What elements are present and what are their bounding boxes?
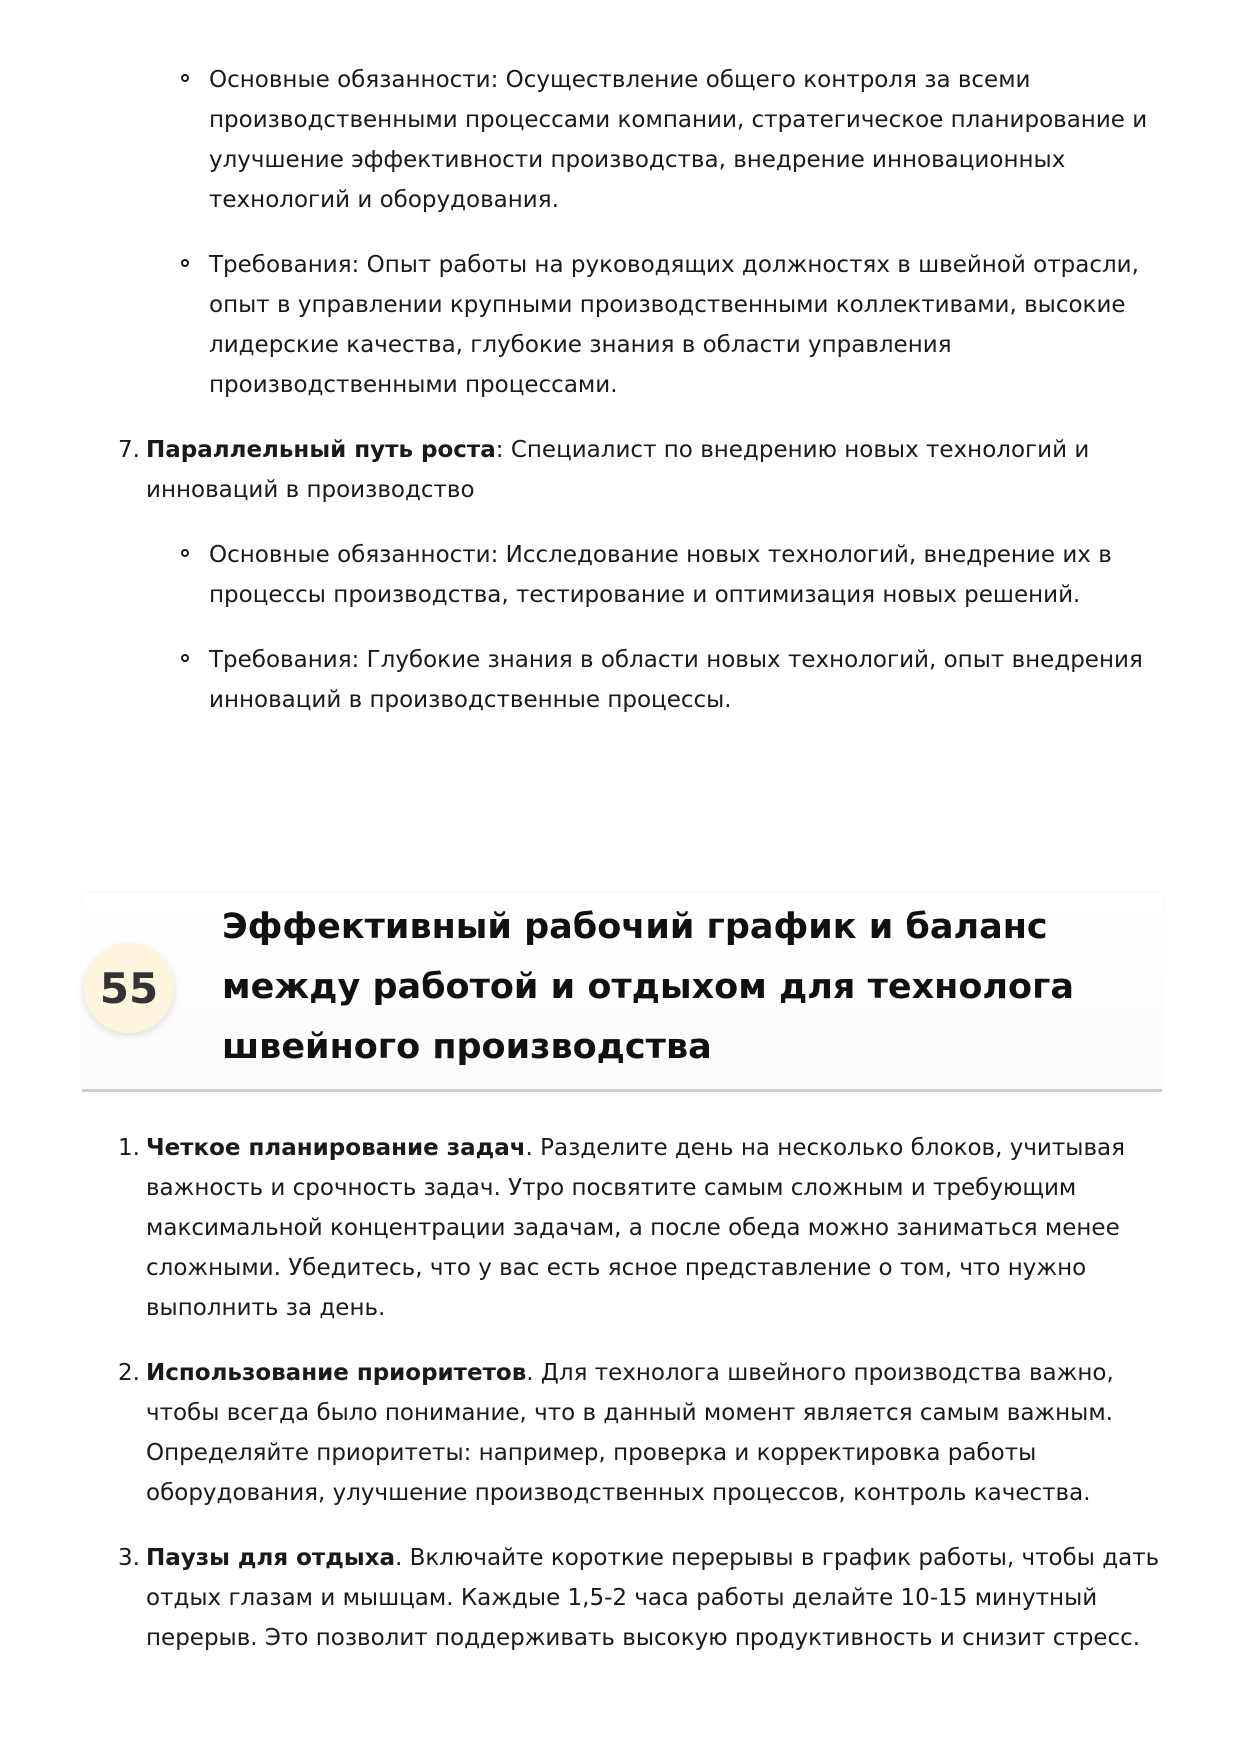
sub-item-text: Требования: Опыт работы на руководящих должностях в швейной отрасли, опыт в управлении крупными производственными коллективами, высокие лидерские качества, глубокие знания в области управления производственными процессами.	[209, 252, 1139, 398]
item-text: : Специалист по внедрению новых технологий и инноваций в производство	[146, 437, 1090, 503]
item-number: 3.	[118, 1545, 140, 1571]
sub-item-text: Основные обязанности: Исследование новых технологий, внедрение их в процессы производства, тестирование и оптимизация новых решений.	[209, 542, 1112, 608]
sub-item-text: Требования: Глубокие знания в области новых технологий, опыт внедрения инноваций в производственные процессы.	[209, 647, 1143, 713]
sub-list-item	[209, 535, 1169, 615]
section-title: Эффективный рабочий график и баланс между работой и отдыхом для технолога швейного производства	[222, 907, 1074, 1067]
item-bold-title: Параллельный путь роста	[146, 437, 496, 463]
item-bold-title: Использование приоритетов	[146, 1360, 527, 1386]
sub-list-item-6	[209, 60, 1169, 430]
sub-list-item	[209, 245, 1169, 405]
item-bold-title: Паузы для отдыха	[146, 1545, 395, 1571]
numbered-item-3	[118, 1538, 1166, 1658]
numbered-item-7	[118, 430, 1166, 510]
item-number: 2.	[118, 1360, 140, 1386]
circle-bullet-icon	[181, 654, 189, 662]
numbered-item-1	[118, 1128, 1166, 1328]
item-number: 7.	[118, 437, 140, 463]
item-text: . Включайте короткие перерывы в график работы, чтобы дать отдых глазам и мышцам. Каждые 1,5-2 часа работы делайте 10-15 минутный перерыв. Это позволит поддерживать высокую продуктивность и снизит стресс.	[146, 1545, 1160, 1651]
sub-item-text: Основные обязанности: Осуществление общего контроля за всеми производственными процессами компании, стратегическое планирование и улучшение эффективности производства, внедрение инновационных технологий и оборудования.	[209, 67, 1148, 213]
item-number: 1.	[118, 1135, 140, 1161]
sub-list-item-7	[209, 535, 1169, 745]
circle-bullet-icon	[181, 549, 189, 557]
item-text: . Разделите день на несколько блоков, учитывая важность и срочность задач. Утро посвятите самым сложным и требующим максимальной концентрации задачам, а после обеда можно заниматься менее сложными. Убедитесь, что у вас есть ясное представление о том, что нужно выполнить за день.	[146, 1135, 1125, 1321]
item-text: . Для технолога швейного производства важно, чтобы всегда было понимание, что в данный момент является самым важным. Определяйте приоритеты: например, проверка и корректировка работы оборудования, улучшение производственных процессов, контроль качества.	[146, 1360, 1114, 1506]
circle-bullet-icon	[181, 74, 189, 82]
section-header	[82, 893, 1162, 1092]
sub-list-item	[209, 60, 1169, 220]
numbered-item-2	[118, 1353, 1166, 1513]
section-number-badge: 55	[84, 943, 174, 1033]
item-bold-title: Четкое планирование задач	[146, 1135, 526, 1161]
sub-list-item	[209, 640, 1169, 720]
circle-bullet-icon	[181, 259, 189, 267]
